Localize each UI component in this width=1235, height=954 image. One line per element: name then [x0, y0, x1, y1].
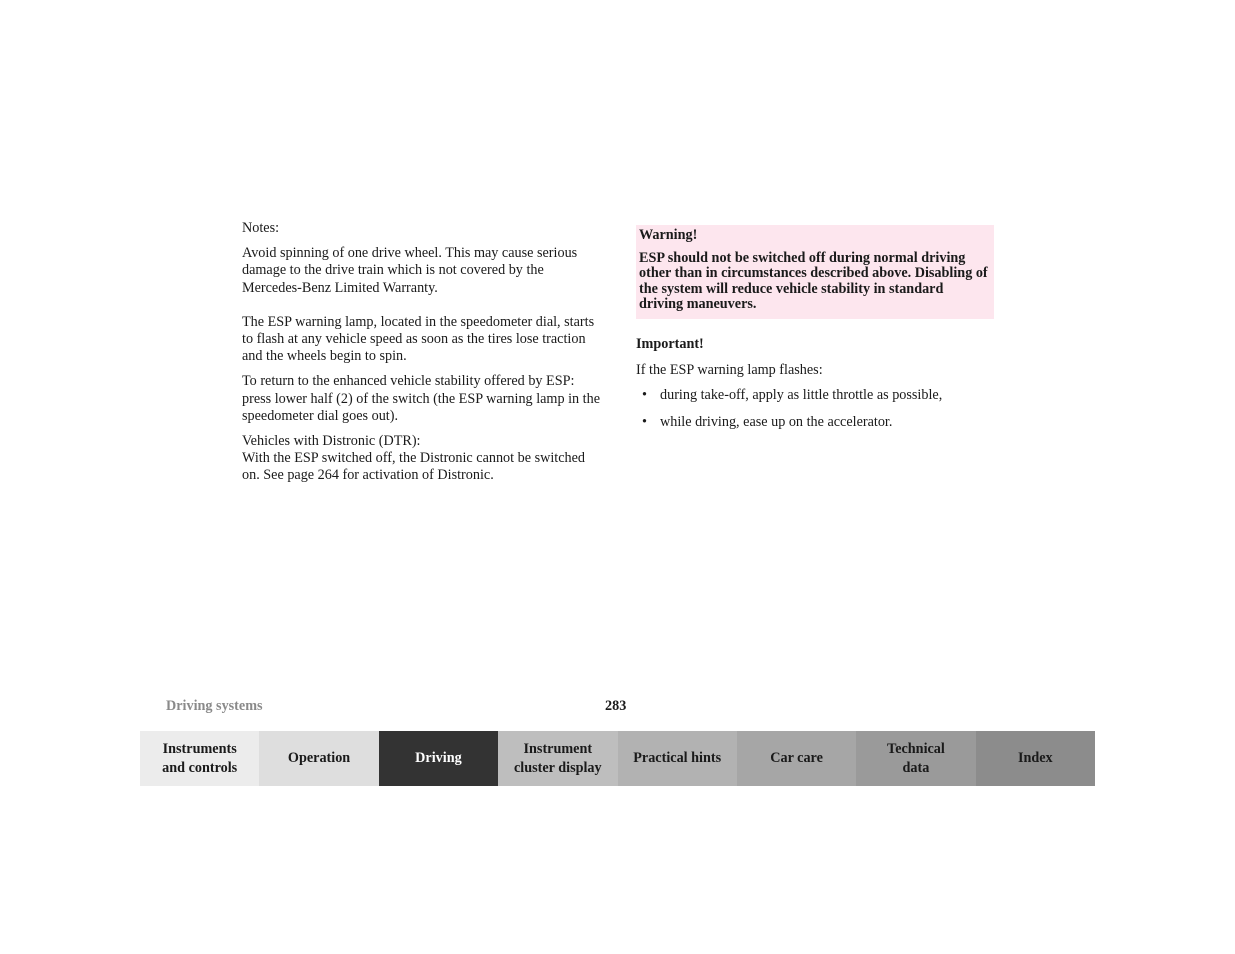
tab-index[interactable]: Index: [976, 731, 1095, 786]
note-drive-wheel: Avoid spinning of one drive wheel. This may cause serious damage to the drive train which is not covered by the Mercedes-Benz Limited Warranty.: [242, 245, 578, 296]
distronic-heading: Vehicles with Distronic (DTR):: [242, 433, 421, 450]
list-item-text: while driving, ease up on the accelerator.: [660, 413, 893, 430]
tab-technical-data[interactable]: Technical data: [856, 731, 975, 786]
tab-instrument-cluster-display[interactable]: Instrument cluster display: [498, 731, 617, 786]
warning-title: Warning!: [639, 227, 698, 243]
list-item-text: during take-off, apply as little throttle as possible,: [660, 387, 943, 404]
right-column: [636, 225, 994, 440]
bullet-icon: •: [642, 387, 647, 404]
esp-return-paragraph: To return to the enhanced vehicle stability offered by ESP: press lower half (2) of the switch (the ESP warning lamp in the speedometer dial goes out).: [242, 373, 601, 424]
section-title: Driving systems: [166, 698, 263, 714]
bullet-icon: •: [642, 413, 647, 430]
tab-driving[interactable]: Driving: [379, 731, 498, 786]
warning-box: [636, 225, 994, 319]
notes-heading: Notes:: [242, 220, 280, 236]
list-item: [636, 387, 994, 404]
distronic-paragraph: [242, 433, 604, 485]
tab-instruments-and-controls[interactable]: Instruments and controls: [140, 731, 259, 786]
tab-operation[interactable]: Operation: [259, 731, 378, 786]
esp-lamp-paragraph: The ESP warning lamp, located in the speedometer dial, starts to flash at any vehicle speed as soon as the tires lose traction and the wheels begin to spin.: [242, 313, 595, 365]
tab-car-care[interactable]: Car care: [737, 731, 856, 786]
important-title: Important!: [636, 335, 704, 352]
page-number: 283: [605, 698, 627, 714]
important-intro: If the ESP warning lamp flashes:: [636, 362, 823, 379]
chapter-tab-bar: [140, 731, 1095, 786]
tab-practical-hints[interactable]: Practical hints: [618, 731, 737, 786]
warning-text: ESP should not be switched off during normal driving other than in circumstances described above. Disabling of the system will reduce vehicle stability in standard driving maneuvers.: [639, 249, 988, 313]
distronic-text: With the ESP switched off, the Distronic cannot be switched on. See page 264 for activation of Distronic.: [242, 450, 586, 484]
list-item: [636, 414, 994, 431]
important-list: [636, 387, 994, 430]
left-column: [242, 220, 604, 485]
